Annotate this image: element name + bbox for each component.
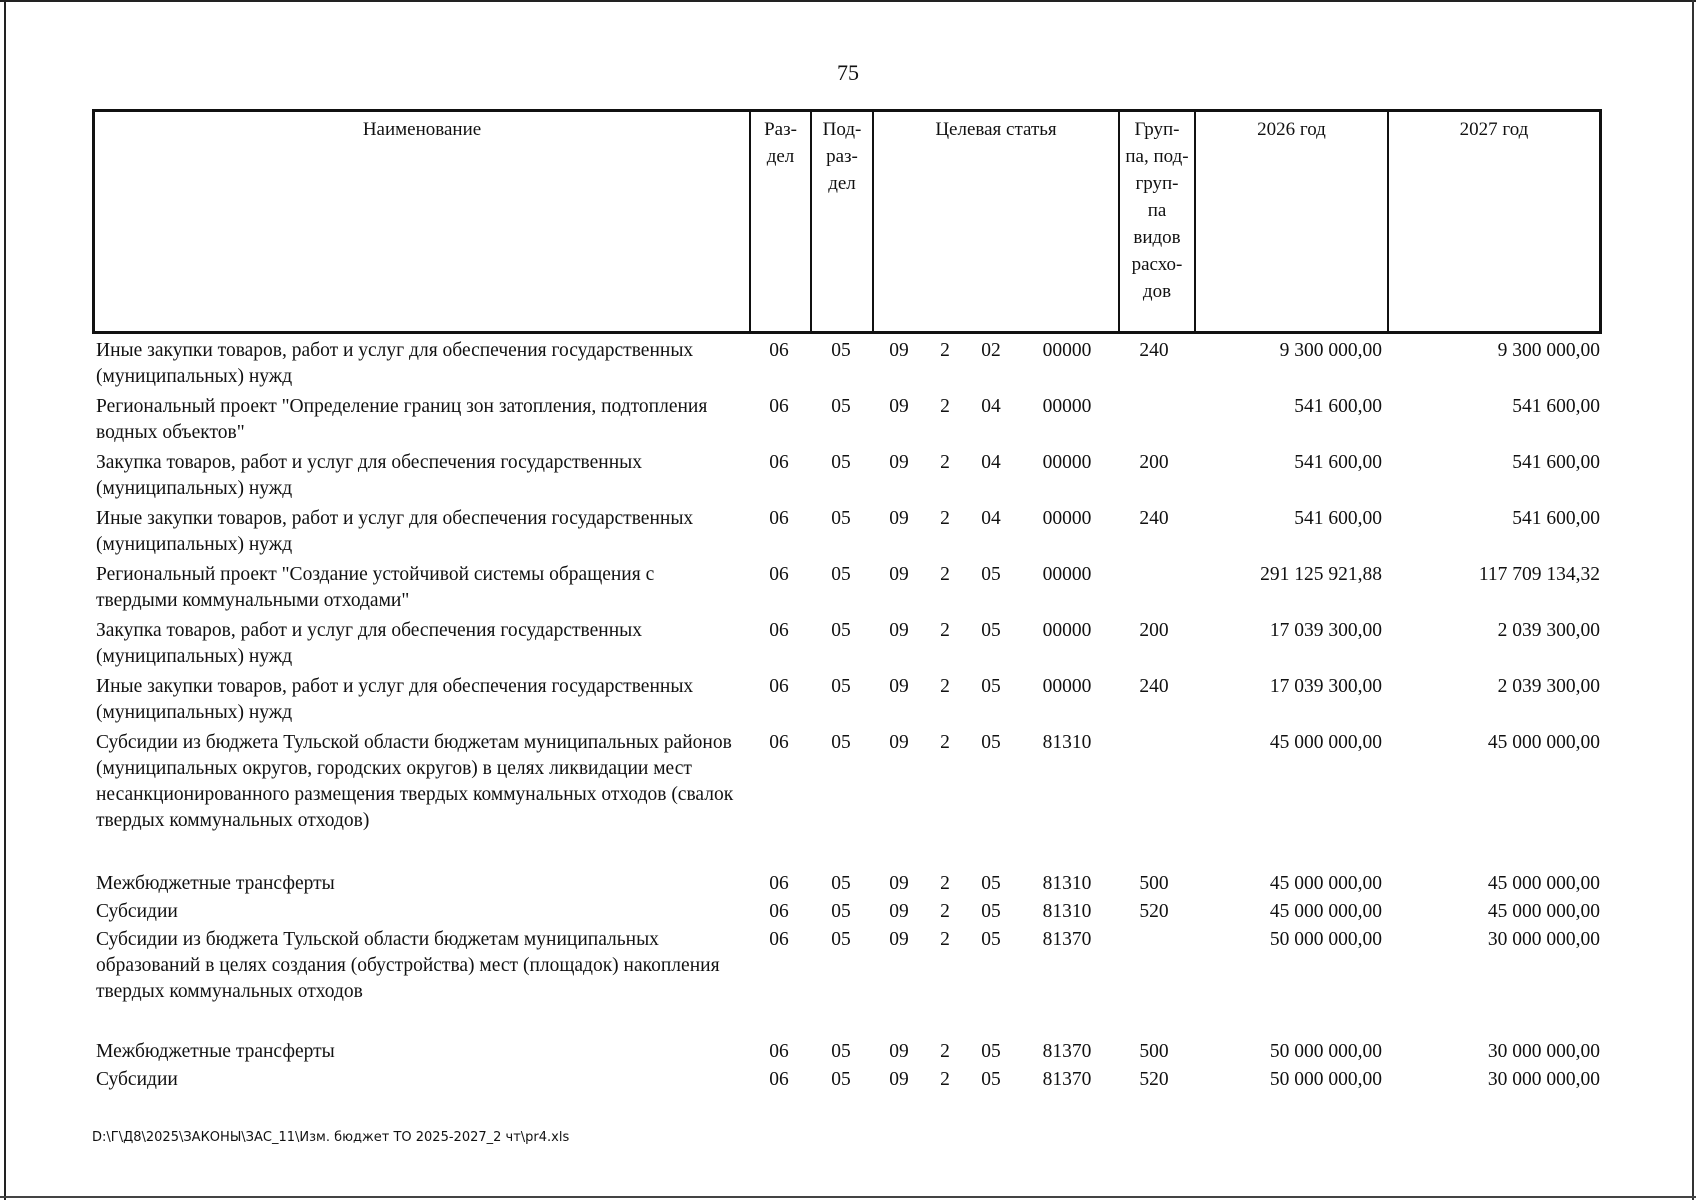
row-target-direction: 00000 xyxy=(1042,396,1092,417)
row-razdel: 06 xyxy=(769,929,789,950)
row-amount-2027: 117 709 134,32 xyxy=(1478,564,1600,585)
row-razdel: 06 xyxy=(769,396,789,417)
header-divider xyxy=(872,112,874,331)
table-row xyxy=(0,618,1696,667)
table-header xyxy=(92,109,1602,334)
row-target-program: 09 xyxy=(889,1041,909,1062)
row-target-subprogram: 2 xyxy=(940,873,950,894)
row-razdel: 06 xyxy=(769,732,789,753)
row-amount-2027: 9 300 000,00 xyxy=(1497,340,1600,361)
row-amount-2027: 45 000 000,00 xyxy=(1487,732,1600,753)
row-razdel: 06 xyxy=(769,901,789,922)
row-podrazdel: 05 xyxy=(831,396,851,417)
row-expense-group: 520 xyxy=(1139,901,1169,922)
row-target-direction: 81310 xyxy=(1042,732,1092,753)
table-row xyxy=(0,506,1696,555)
row-target-event: 05 xyxy=(981,564,1001,585)
row-target-direction: 81370 xyxy=(1042,929,1092,950)
row-target-subprogram: 2 xyxy=(940,564,950,585)
table-row xyxy=(0,338,1696,387)
row-target-program: 09 xyxy=(889,901,909,922)
table-row xyxy=(0,394,1696,443)
row-amount-2026: 541 600,00 xyxy=(1294,508,1382,529)
header-year-2027: 2027 год xyxy=(1459,119,1529,140)
row-podrazdel: 05 xyxy=(831,929,851,950)
row-podrazdel: 05 xyxy=(831,340,851,361)
header-expense-group: Груп- па, под- груп- па видов расхо- дов xyxy=(1125,119,1189,302)
row-target-subprogram: 2 xyxy=(940,929,950,950)
row-target-program: 09 xyxy=(889,929,909,950)
row-expense-group: 200 xyxy=(1139,620,1169,641)
row-target-program: 09 xyxy=(889,732,909,753)
table-row xyxy=(0,1039,1696,1062)
row-amount-2026: 45 000 000,00 xyxy=(1269,901,1382,922)
row-amount-2027: 541 600,00 xyxy=(1512,396,1600,417)
row-target-direction: 00000 xyxy=(1042,508,1092,529)
row-podrazdel: 05 xyxy=(831,620,851,641)
table-row xyxy=(0,730,1696,831)
row-name: Иные закупки товаров, работ и услуг для обеспечения государственных (муниципальных) нужд xyxy=(96,340,694,387)
row-target-direction: 00000 xyxy=(1042,676,1092,697)
row-amount-2027: 30 000 000,00 xyxy=(1487,1069,1600,1090)
table-row xyxy=(0,562,1696,611)
page-border-top xyxy=(0,0,1696,2)
row-target-program: 09 xyxy=(889,620,909,641)
row-amount-2027: 541 600,00 xyxy=(1512,452,1600,473)
row-target-program: 09 xyxy=(889,508,909,529)
row-podrazdel: 05 xyxy=(831,508,851,529)
row-name: Закупка товаров, работ и услуг для обеспечения государственных (муниципальных) нужд xyxy=(96,620,643,667)
row-target-program: 09 xyxy=(889,564,909,585)
row-target-event: 05 xyxy=(981,1041,1001,1062)
row-target-event: 05 xyxy=(981,1069,1001,1090)
header-target-article: Целевая статья xyxy=(935,119,1057,140)
row-target-program: 09 xyxy=(889,452,909,473)
table-row xyxy=(0,871,1696,894)
page-border-right xyxy=(1692,0,1694,1200)
row-expense-group: 500 xyxy=(1139,1041,1169,1062)
row-amount-2026: 50 000 000,00 xyxy=(1269,1069,1382,1090)
row-target-subprogram: 2 xyxy=(940,732,950,753)
row-target-direction: 81370 xyxy=(1042,1041,1092,1062)
row-target-program: 09 xyxy=(889,340,909,361)
row-target-program: 09 xyxy=(889,676,909,697)
row-amount-2026: 50 000 000,00 xyxy=(1269,929,1382,950)
row-target-event: 02 xyxy=(981,340,1001,361)
row-podrazdel: 05 xyxy=(831,564,851,585)
row-podrazdel: 05 xyxy=(831,676,851,697)
header-divider xyxy=(1194,112,1196,331)
row-target-subprogram: 2 xyxy=(940,452,950,473)
row-name: Субсидии xyxy=(96,901,178,922)
row-name: Иные закупки товаров, работ и услуг для обеспечения государственных (муниципальных) нужд xyxy=(96,508,694,555)
row-target-subprogram: 2 xyxy=(940,901,950,922)
header-razdel: Раз- дел xyxy=(764,119,797,167)
row-razdel: 06 xyxy=(769,564,789,585)
row-amount-2026: 45 000 000,00 xyxy=(1269,732,1382,753)
row-target-event: 05 xyxy=(981,901,1001,922)
row-target-subprogram: 2 xyxy=(940,1041,950,1062)
row-amount-2027: 2 039 300,00 xyxy=(1497,676,1600,697)
header-podrazdel: Под- раз- дел xyxy=(822,119,862,194)
row-expense-group: 240 xyxy=(1139,340,1169,361)
row-target-event: 05 xyxy=(981,732,1001,753)
row-target-event: 05 xyxy=(981,620,1001,641)
row-amount-2026: 50 000 000,00 xyxy=(1269,1041,1382,1062)
row-target-direction: 81370 xyxy=(1042,1069,1092,1090)
row-amount-2027: 45 000 000,00 xyxy=(1487,873,1600,894)
row-target-event: 04 xyxy=(981,508,1001,529)
row-amount-2027: 45 000 000,00 xyxy=(1487,901,1600,922)
row-amount-2026: 541 600,00 xyxy=(1294,396,1382,417)
row-target-event: 04 xyxy=(981,452,1001,473)
row-amount-2026: 45 000 000,00 xyxy=(1269,873,1382,894)
row-name: Иные закупки товаров, работ и услуг для обеспечения государственных (муниципальных) нужд xyxy=(96,676,694,723)
table-row xyxy=(0,1067,1696,1090)
row-name: Закупка товаров, работ и услуг для обеспечения государственных (муниципальных) нужд xyxy=(96,452,643,499)
row-razdel: 06 xyxy=(769,340,789,361)
row-target-direction: 81310 xyxy=(1042,873,1092,894)
header-year-2026: 2026 год xyxy=(1257,119,1326,140)
row-razdel: 06 xyxy=(769,1041,789,1062)
row-razdel: 06 xyxy=(769,508,789,529)
row-razdel: 06 xyxy=(769,620,789,641)
page-border-left xyxy=(4,0,6,1200)
row-name: Межбюджетные трансферты xyxy=(96,1041,335,1062)
row-podrazdel: 05 xyxy=(831,452,851,473)
row-name: Субсидии xyxy=(96,1069,178,1090)
page-number: 75 xyxy=(837,60,859,85)
row-target-program: 09 xyxy=(889,1069,909,1090)
row-amount-2026: 9 300 000,00 xyxy=(1279,340,1382,361)
row-podrazdel: 05 xyxy=(831,873,851,894)
page-border-bottom xyxy=(0,1196,1696,1198)
table-row xyxy=(0,899,1696,922)
row-amount-2027: 30 000 000,00 xyxy=(1487,1041,1600,1062)
row-target-event: 05 xyxy=(981,873,1001,894)
row-target-event: 05 xyxy=(981,929,1001,950)
row-name: Субсидии из бюджета Тульской области бюджетам муниципальных образований в целях создания (обустройства) мест (площадок) накопления твердых коммунальных отходов xyxy=(96,929,720,1002)
row-podrazdel: 05 xyxy=(831,732,851,753)
row-name: Региональный проект "Определение границ зон затопления, подтопления водных объектов" xyxy=(96,396,708,443)
row-name: Субсидии из бюджета Тульской области бюджетам муниципальных районов (муниципальных округов, городских округов) в целях ликвидации мест несанкционированного размещения твердых коммунальных отходов (свалок твердых коммунальных отходов) xyxy=(96,732,734,831)
header-divider xyxy=(1387,112,1389,331)
row-target-event: 05 xyxy=(981,676,1001,697)
row-podrazdel: 05 xyxy=(831,901,851,922)
header-name: Наименование xyxy=(362,119,482,140)
row-target-subprogram: 2 xyxy=(940,508,950,529)
row-target-direction: 00000 xyxy=(1042,620,1092,641)
row-target-subprogram: 2 xyxy=(940,340,950,361)
row-amount-2026: 541 600,00 xyxy=(1294,452,1382,473)
row-target-subprogram: 2 xyxy=(940,396,950,417)
row-amount-2027: 541 600,00 xyxy=(1512,508,1600,529)
row-target-subprogram: 2 xyxy=(940,676,950,697)
row-target-program: 09 xyxy=(889,396,909,417)
row-target-event: 04 xyxy=(981,396,1001,417)
row-expense-group: 240 xyxy=(1139,676,1169,697)
row-expense-group: 500 xyxy=(1139,873,1169,894)
row-amount-2026: 17 039 300,00 xyxy=(1269,676,1382,697)
row-name: Межбюджетные трансферты xyxy=(96,873,335,894)
row-target-direction: 00000 xyxy=(1042,340,1092,361)
table-row xyxy=(0,450,1696,499)
row-target-subprogram: 2 xyxy=(940,620,950,641)
row-razdel: 06 xyxy=(769,452,789,473)
row-target-program: 09 xyxy=(889,873,909,894)
row-razdel: 06 xyxy=(769,1069,789,1090)
row-target-direction: 00000 xyxy=(1042,452,1092,473)
table-row xyxy=(0,674,1696,723)
table-row xyxy=(0,927,1696,1002)
row-target-direction: 00000 xyxy=(1042,564,1092,585)
row-amount-2026: 291 125 921,88 xyxy=(1260,564,1382,585)
row-podrazdel: 05 xyxy=(831,1069,851,1090)
file-path-footer: D:\Г\Д8\2025\ЗАКОНЫ\ЗАС_11\Изм. бюджет ТО 2025-2027_2 чт\pr4.xls xyxy=(92,1130,570,1145)
row-target-subprogram: 2 xyxy=(940,1069,950,1090)
row-razdel: 06 xyxy=(769,676,789,697)
row-razdel: 06 xyxy=(769,873,789,894)
row-expense-group: 200 xyxy=(1139,452,1169,473)
row-podrazdel: 05 xyxy=(831,1041,851,1062)
row-name: Региональный проект "Создание устойчивой системы обращения с твердыми коммунальными отходами" xyxy=(96,564,655,611)
row-expense-group: 520 xyxy=(1139,1069,1169,1090)
row-amount-2026: 17 039 300,00 xyxy=(1269,620,1382,641)
row-target-direction: 81310 xyxy=(1042,901,1092,922)
row-amount-2027: 30 000 000,00 xyxy=(1487,929,1600,950)
row-expense-group: 240 xyxy=(1139,508,1169,529)
row-amount-2027: 2 039 300,00 xyxy=(1497,620,1600,641)
